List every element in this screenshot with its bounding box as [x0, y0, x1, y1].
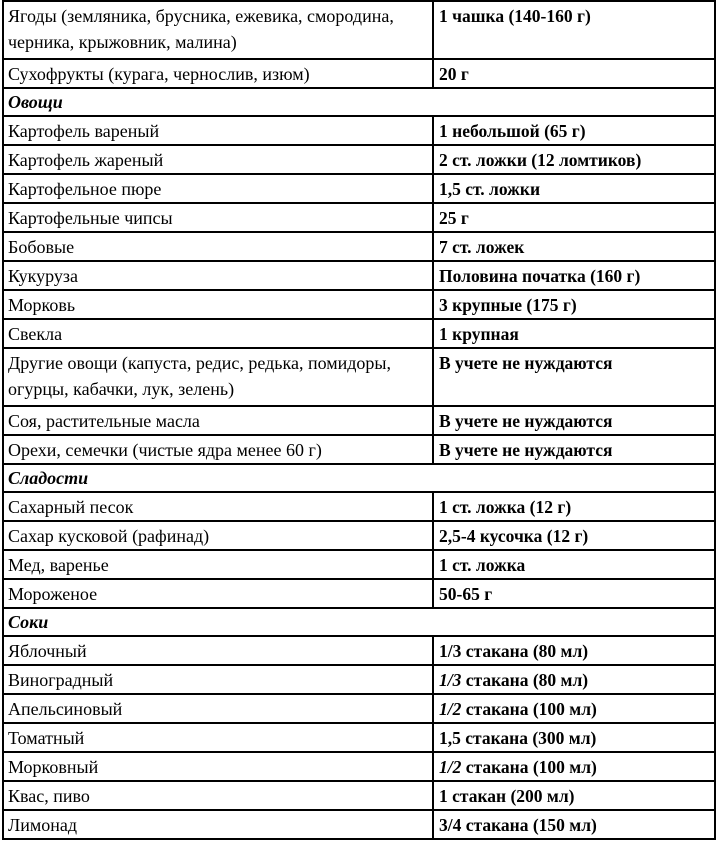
- amount-cell: 1 ст. ложка (12 г): [433, 492, 715, 521]
- product-name-cell: Апельсиновый: [3, 694, 433, 723]
- amount-cell: [433, 694, 715, 723]
- product-name-cell: Ягоды (земляника, брусника, ежевика, смородина, черника, крыжовник, малина): [3, 1, 433, 59]
- product-name-cell: Сахарный песок: [3, 492, 433, 521]
- product-name-cell: Орехи, семечки (чистые ядра менее 60 г): [3, 435, 433, 464]
- product-name-cell: Лимонад: [3, 810, 433, 839]
- amount-cell: 7 ст. ложек: [433, 232, 715, 261]
- amount-cell: 2 ст. ложки (12 ломтиков): [433, 145, 715, 174]
- amount-cell: 1 ст. ложка: [433, 550, 715, 579]
- product-name-cell: Яблочный: [3, 636, 433, 665]
- product-name-cell: Картофельные чипсы: [3, 203, 433, 232]
- amount-cell: 20 г: [433, 59, 715, 88]
- amount-cell: [433, 752, 715, 781]
- product-name-cell: Соя, растительные масла: [3, 406, 433, 435]
- table-row: [3, 59, 715, 88]
- table-row: [3, 232, 715, 261]
- product-name-cell: Томатный: [3, 723, 433, 752]
- table-row: [3, 348, 715, 406]
- amount-cell: Половина початка (160 г): [433, 261, 715, 290]
- amount-unit: стакана (80 мл): [461, 670, 589, 690]
- amount-cell: 25 г: [433, 203, 715, 232]
- product-name-cell: Мороженое: [3, 579, 433, 608]
- section-title: Овощи: [3, 88, 715, 116]
- amount-fraction: 1/3: [439, 670, 462, 690]
- amount-cell: В учете не нуждаются: [433, 406, 715, 435]
- section-row: [3, 464, 715, 492]
- table-row: [3, 203, 715, 232]
- section-title: Сладости: [3, 464, 715, 492]
- product-name-cell: Мед, варенье: [3, 550, 433, 579]
- amount-cell: 50-65 г: [433, 579, 715, 608]
- product-name-cell: Квас, пиво: [3, 781, 433, 810]
- section-row: [3, 608, 715, 636]
- table-row: [3, 116, 715, 145]
- table-row: [3, 723, 715, 752]
- table-row: [3, 810, 715, 839]
- product-name-cell: Морковный: [3, 752, 433, 781]
- table-row: [3, 579, 715, 608]
- product-name-cell: Виноградный: [3, 665, 433, 694]
- product-name-cell: Бобовые: [3, 232, 433, 261]
- amount-cell: 1/3 стакана (80 мл): [433, 636, 715, 665]
- product-name-cell: Свекла: [3, 319, 433, 348]
- product-name-cell: Кукуруза: [3, 261, 433, 290]
- product-name-cell: Картофель жареный: [3, 145, 433, 174]
- table-row: [3, 406, 715, 435]
- table-row: [3, 636, 715, 665]
- exchange-table: [2, 0, 716, 840]
- table-row: [3, 550, 715, 579]
- table-row: [3, 435, 715, 464]
- section-row: [3, 88, 715, 116]
- amount-fraction: 1/2: [439, 757, 462, 777]
- table-row: [3, 694, 715, 723]
- amount-cell: 1 стакан (200 мл): [433, 781, 715, 810]
- product-name-cell: Картофельное пюре: [3, 174, 433, 203]
- amount-cell: 1,5 ст. ложки: [433, 174, 715, 203]
- amount-unit: стакана (100 мл): [461, 757, 597, 777]
- table-row: [3, 1, 715, 59]
- table-row: [3, 492, 715, 521]
- amount-cell: 2,5-4 кусочка (12 г): [433, 521, 715, 550]
- product-name-cell: Картофель вареный: [3, 116, 433, 145]
- table-row: [3, 665, 715, 694]
- product-name-cell: Другие овощи (капуста, редис, редька, помидоры, огурцы, кабачки, лук, зелень): [3, 348, 433, 406]
- amount-cell: [433, 665, 715, 694]
- amount-cell: 1,5 стакана (300 мл): [433, 723, 715, 752]
- amount-cell: 1 крупная: [433, 319, 715, 348]
- table-row: [3, 752, 715, 781]
- product-name-cell: Сухофрукты (курага, чернослив, изюм): [3, 59, 433, 88]
- table-row: [3, 145, 715, 174]
- amount-cell: 3 крупные (175 г): [433, 290, 715, 319]
- table-row: [3, 521, 715, 550]
- table-row: [3, 781, 715, 810]
- product-name-cell: Сахар кусковой (рафинад): [3, 521, 433, 550]
- table-row: [3, 174, 715, 203]
- table-row: [3, 290, 715, 319]
- amount-cell: В учете не нуждаются: [433, 348, 715, 406]
- amount-cell: 1 небольшой (65 г): [433, 116, 715, 145]
- amount-unit: стакана (100 мл): [461, 699, 597, 719]
- section-title: Соки: [3, 608, 715, 636]
- table-row: [3, 261, 715, 290]
- amount-cell: В учете не нуждаются: [433, 435, 715, 464]
- amount-fraction: 1/2: [439, 699, 462, 719]
- table-body: [3, 1, 715, 839]
- amount-cell: 1 чашка (140-160 г): [433, 1, 715, 59]
- amount-cell: 3/4 стакана (150 мл): [433, 810, 715, 839]
- table-row: [3, 319, 715, 348]
- product-name-cell: Морковь: [3, 290, 433, 319]
